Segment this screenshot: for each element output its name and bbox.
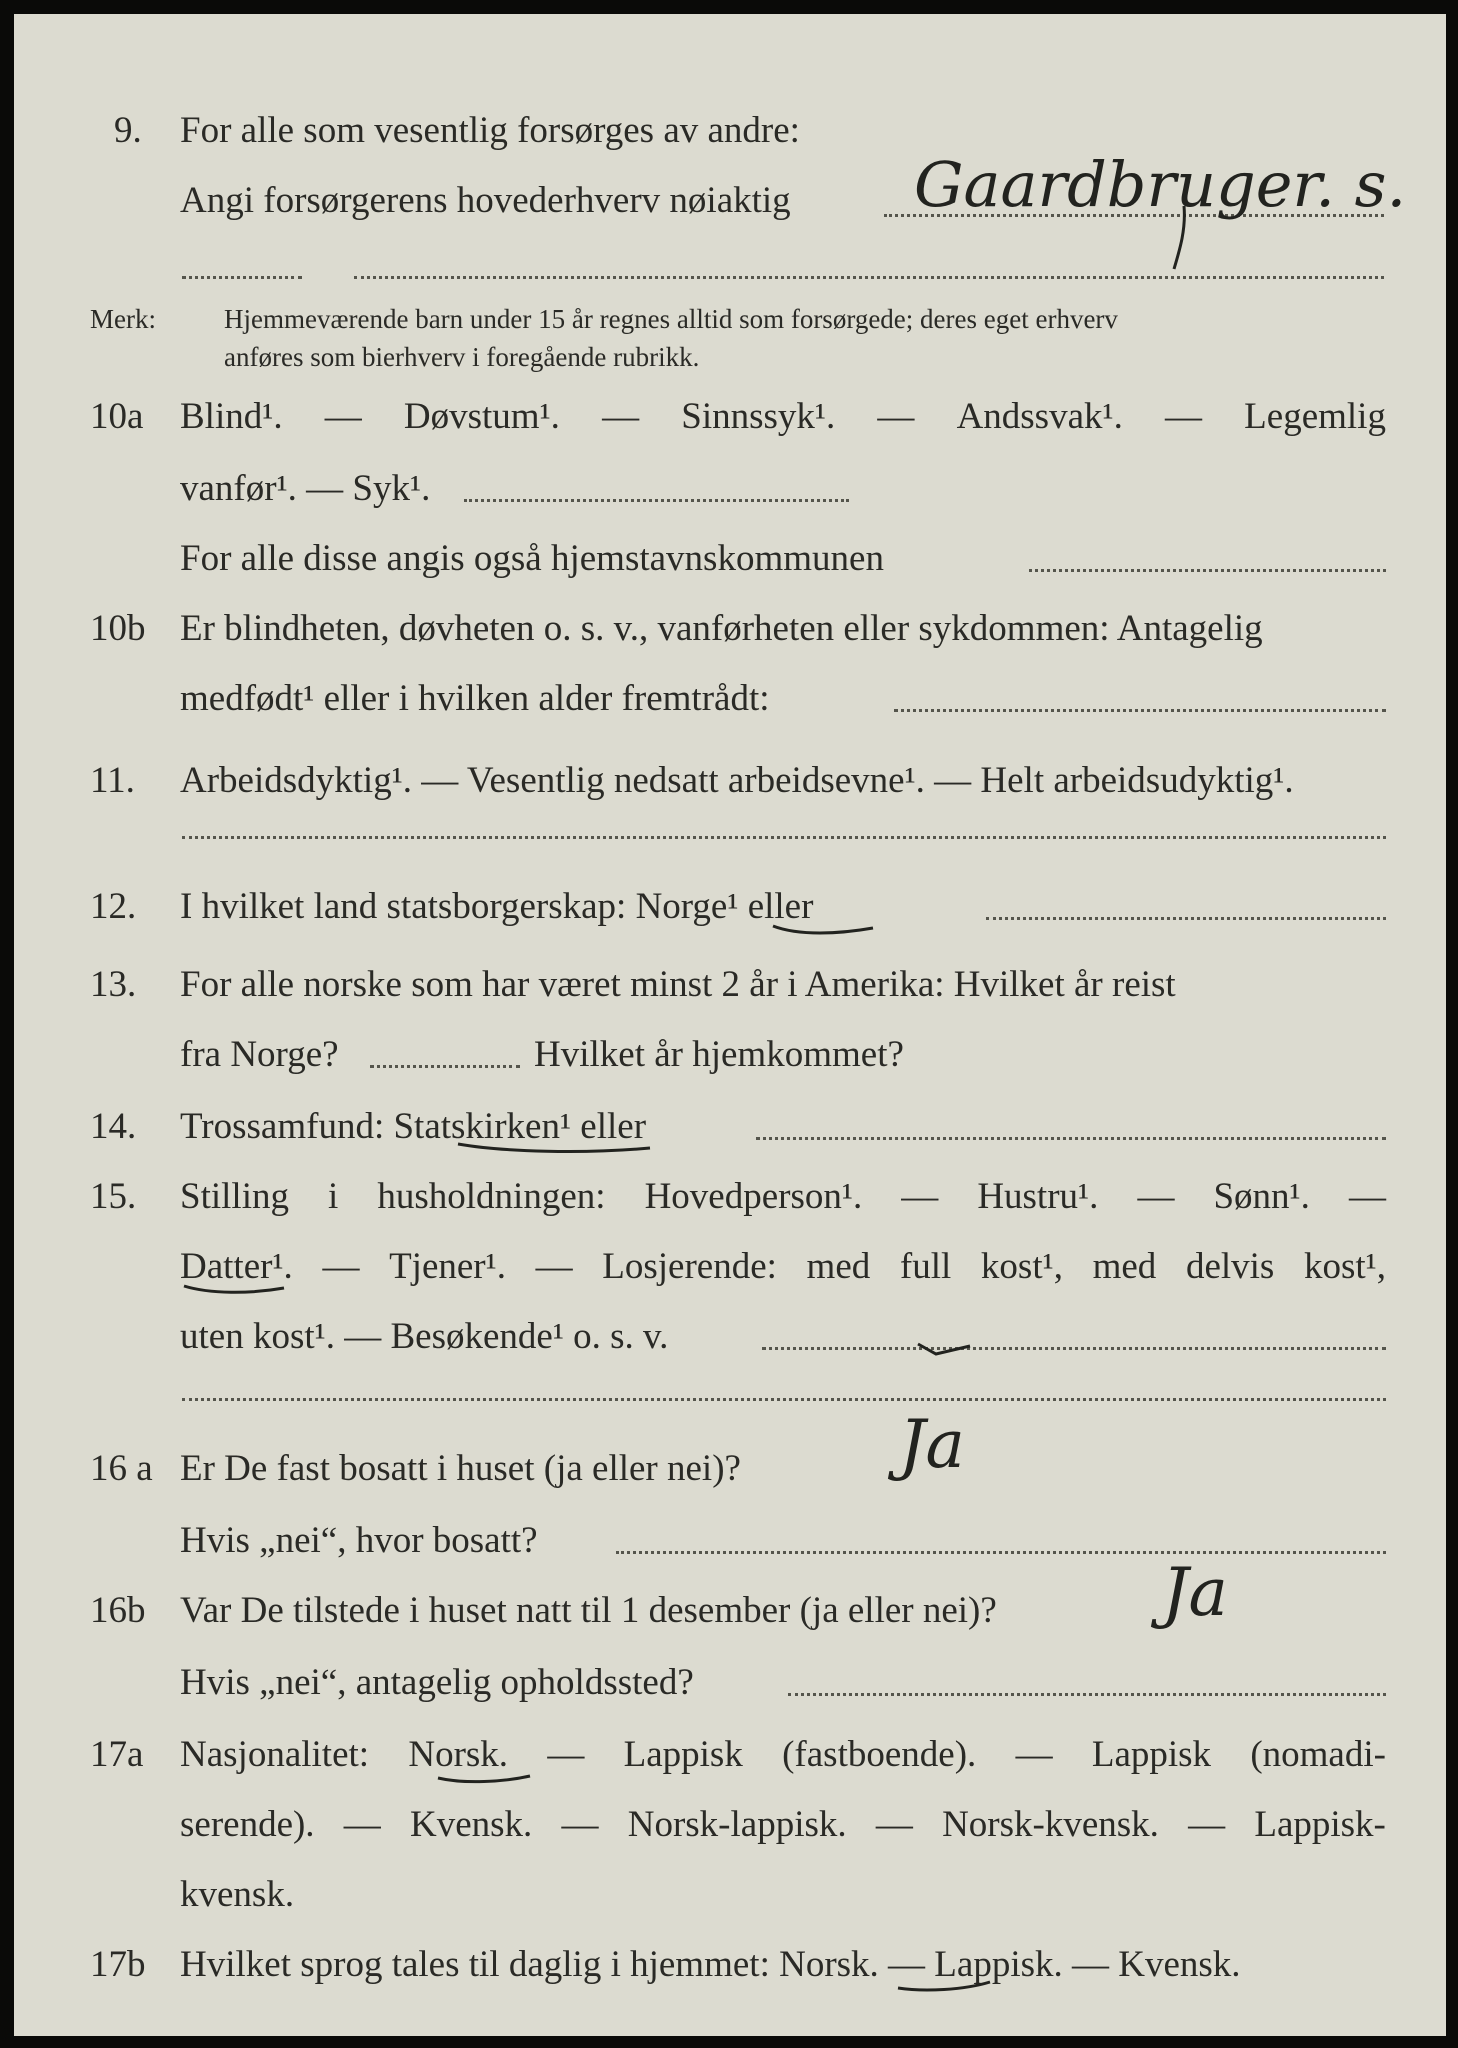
q17a-word: Lappisk [1091, 1734, 1212, 1775]
q10a-dash: — [1165, 396, 1203, 437]
q10a-option-legemlig: Legemlig [1244, 396, 1386, 437]
q17a-dash: — [1015, 1734, 1053, 1775]
q12-dotted-line [986, 917, 1386, 920]
q10a-line2: vanfør¹. — Syk¹. [180, 468, 431, 509]
q16b-number: 16b [90, 1590, 146, 1631]
q10a-option-andssvak: Andssvak¹. [956, 396, 1123, 437]
merk-line1: Hjemmeværende barn under 15 år regnes alltid som forsørgede; deres eget erhverv [224, 304, 1118, 334]
q15-word: i [328, 1176, 339, 1217]
q11-dotted-line [182, 836, 1386, 839]
q10b-number: 10b [90, 608, 146, 649]
q15-word: kost¹, [980, 1246, 1063, 1287]
q16a-dotted-line [616, 1551, 1386, 1554]
q17a-word: Lappisk- [1254, 1804, 1386, 1845]
q10b-line1: Er blindheten, døvheten o. s. v., vanførheten eller sykdommen: Antagelig [180, 608, 1263, 649]
q15-ink-mark [914, 1338, 974, 1360]
q17a-word: (fastboende). [782, 1734, 977, 1775]
q15-number: 15. [90, 1176, 137, 1217]
q17a-dash: — [561, 1804, 599, 1845]
q10a-dash: — [324, 396, 362, 437]
q15-line3: uten kost¹. — Besøkende¹ o. s. v. [180, 1316, 669, 1357]
q15-word: delvis [1185, 1246, 1275, 1287]
q17a-dash: — [343, 1804, 381, 1845]
q11-number: 11. [90, 760, 135, 801]
q9-dotted-line-left [182, 276, 302, 279]
q15-option-tjener: Tjener¹. [389, 1246, 506, 1287]
q15-option-losjerende: Losjerende: [602, 1246, 777, 1287]
q16b-line1: Var De tilstede i huset natt til 1 desember (ja eller nei)? [180, 1590, 997, 1631]
q17a-dash: — [875, 1804, 913, 1845]
q17b-line1: Hvilket sprog tales til daglig i hjemmet: Norsk. — Lappisk. — Kvensk. [180, 1944, 1241, 1985]
q15-line1 [180, 1178, 1386, 1215]
q10a-dotted-line-1 [464, 499, 849, 502]
q10b-line2: medfødt¹ eller i hvilken alder fremtrådt: [180, 678, 770, 719]
q17a-dash: — [547, 1734, 585, 1775]
q10a-dash: — [877, 396, 915, 437]
q14-dotted-line [756, 1137, 1386, 1140]
q17a-norsk-underline-mark [434, 1770, 534, 1790]
q15-word: Stilling [180, 1176, 289, 1217]
q10a-option-blind: Blind¹. [180, 396, 283, 437]
q9-dotted-line-right [354, 276, 1384, 279]
q15-dotted-line-2 [182, 1398, 1386, 1401]
q15-line2 [180, 1248, 1386, 1285]
q16b-line2: Hvis „nei“, antagelig opholdssted? [180, 1662, 694, 1703]
q15-option-sonn: Sønn¹. [1213, 1176, 1310, 1217]
q17a-word: Lappisk [623, 1734, 743, 1775]
q16a-number: 16 a [90, 1448, 153, 1489]
q9-number: 9. [114, 110, 142, 151]
q9-line2: Angi forsørgerens hovederhverv nøiaktig [180, 180, 791, 221]
q15-option-hustru: Hustru¹. [977, 1176, 1099, 1217]
q9-handwritten-answer: Gaardbruger. s. [914, 148, 1407, 221]
q13-line1: For alle norske som har været minst 2 år i Amerika: Hvilket år reist [180, 964, 1176, 1005]
q10b-dotted-line [894, 709, 1386, 712]
q17a-line1 [180, 1736, 1386, 1773]
q13-line2a: fra Norge? [180, 1034, 339, 1075]
q17a-word: Nasjonalitet: [180, 1734, 370, 1775]
q15-word: husholdningen: [377, 1176, 606, 1217]
q14-statskirken-underline-mark [454, 1138, 654, 1158]
q17b-number: 17b [90, 1944, 146, 1985]
q17a-line3: kvensk. [180, 1874, 295, 1915]
q17b-norsk-underline-mark [894, 1978, 994, 1998]
q16b-handwritten-answer: Ja [1162, 1554, 1228, 1631]
q15-word: full [899, 1246, 952, 1287]
q14-number: 14. [90, 1106, 137, 1147]
q10a-dash: — [602, 396, 640, 437]
q17a-option-norsk-lappisk: Norsk-lappisk. [627, 1804, 847, 1845]
q16b-dotted-line [788, 1693, 1386, 1696]
q12-number: 12. [90, 886, 137, 927]
q17a-number: 17a [90, 1734, 144, 1775]
q16a-line2: Hvis „nei“, hvor bosatt? [180, 1520, 538, 1561]
q9-line1: For alle som vesentlig forsørges av andre: [180, 110, 800, 151]
q10a-line1 [180, 398, 1386, 435]
q13-line2b: Hvilket år hjemkommet? [534, 1034, 904, 1075]
merk-line2: anføres som bierhverv i foregående rubrikk. [224, 342, 700, 372]
q15-option-hovedperson: Hovedperson¹. [644, 1176, 863, 1217]
q13-dotted-line-1 [370, 1065, 520, 1068]
q17a-option-kvensk: Kvensk. [410, 1804, 533, 1845]
q12-norge-underline-mark [769, 920, 879, 940]
q16a-handwritten-answer: Ja [899, 1406, 965, 1483]
census-form-page [14, 14, 1446, 2036]
q15-dotted-line-1 [762, 1347, 1386, 1350]
q15-dash: — [535, 1246, 573, 1287]
q10a-option-sinnssyk: Sinnssyk¹. [681, 396, 836, 437]
q17a-option-norsk-kvensk: Norsk-kvensk. [942, 1804, 1159, 1845]
q9-ink-stroke [1164, 204, 1204, 274]
q17a-word: (nomadi- [1250, 1734, 1386, 1775]
q17a-word: serende). [180, 1804, 315, 1845]
q15-dash: — [322, 1246, 360, 1287]
q15-dash: — [1348, 1176, 1386, 1217]
q10a-line3: For alle disse angis også hjemstavnskommunen [180, 538, 884, 579]
q17a-line2 [180, 1806, 1386, 1843]
q15-option-datter: Datter¹. [180, 1246, 293, 1287]
q15-word: kost¹, [1303, 1246, 1386, 1287]
q17a-dash: — [1188, 1804, 1226, 1845]
q15-word: med [1092, 1246, 1157, 1287]
q10a-option-dovstum: Døvstum¹. [403, 396, 560, 437]
merk-label: Merk: [90, 304, 156, 334]
q10a-number: 10a [90, 396, 144, 437]
q12-line1: I hvilket land statsborgerskap: Norge¹ eller [180, 886, 814, 927]
q10a-dotted-line-2 [1029, 569, 1386, 572]
q15-dash: — [1137, 1176, 1175, 1217]
q14-line1: Trossamfund: Statskirken¹ eller [180, 1106, 647, 1147]
q15-dash: — [901, 1176, 939, 1217]
q15-datter-underline-mark [180, 1280, 290, 1300]
q17a-option-norsk: Norsk. [408, 1734, 509, 1775]
q11-line1: Arbeidsdyktig¹. — Vesentlig nedsatt arbeidsevne¹. — Helt arbeidsudyktig¹. [180, 760, 1294, 801]
q15-word: med [806, 1246, 871, 1287]
q16a-line1: Er De fast bosatt i huset (ja eller nei)? [180, 1448, 741, 1489]
q13-number: 13. [90, 964, 137, 1005]
